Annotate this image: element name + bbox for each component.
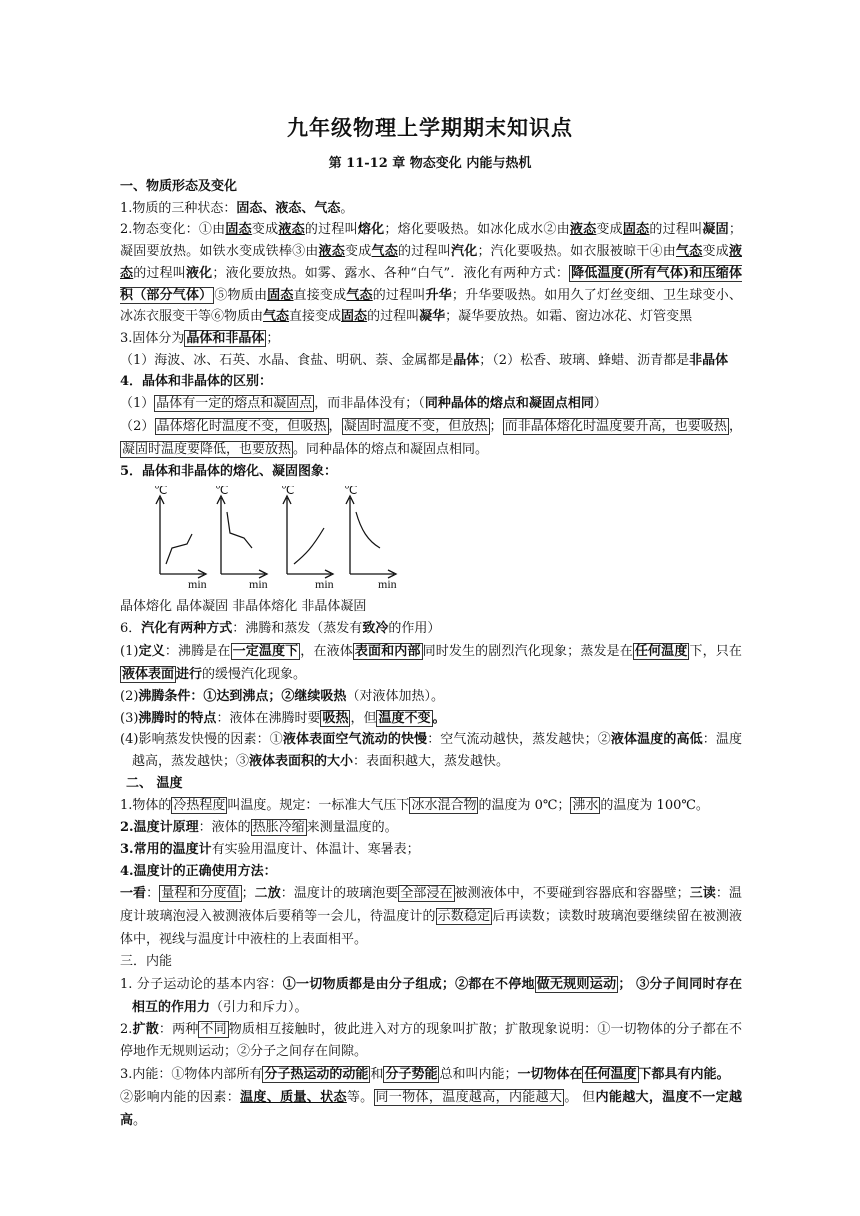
y-axis-unit: ℃ [215,486,229,498]
paragraph: 一看： 量程和分度值 ；二放：温度计的玻璃泡要 全部浸在 被测液体中，不要碰到容器底和容器壁；三读：温度计玻璃泡浸入被测液体后要稍等一会儿，待温度计的 示数稳定 后再读数；读数时玻璃泡要继续留在被测液体中，视线与温度计中液柱的上表面相平。 [120,886,742,948]
x-axis-unit: min [249,577,268,592]
amorphous-melting-curve [294,528,324,564]
paragraph: 5．晶体和非晶体的熔化、凝固图象： [120,463,338,479]
page-title: 九年级物理上学期期末知识点 [287,115,573,140]
paragraph: 3.固体分为 晶体和非晶体 ； [120,330,280,346]
graphs-figure [154,486,454,596]
paragraph: （1）海波、冰、石英、水晶、食盐、明矾、萘、金属都是晶体；（2）松香、玻璃、蜂蜡、沥青都是非晶体 [120,352,729,368]
paragraph: 2.温度计原理：液体的 热胀冷缩 来测量温度的。 [120,820,398,836]
paragraph: 3.常用的温度计有实验用温度计、体温计、寒暑表； [120,842,420,858]
paragraph: ②影响内能的因素：温度、质量、状态等。 同一物体，温度越高，内能越大 。 但内能越大，温度不一定越高。 [120,1089,742,1128]
paragraph: (4)影响蒸发快慢的因素：①液体表面空气流动的快慢：空气流动越快，蒸发越快；②液体温度的高低：温度越高，蒸发越快；③液体表面积的大小：表面积越大，蒸发越快。 [120,732,742,769]
paragraph: 1. 分子运动论的基本内容：①一切物质都是由分子组成；②都在不停地 做无规则运动 ； ③分子间同时存在相互的作用力（引力和斥力）。 [120,977,742,1016]
paragraph: 1.物体的 冷热程度 叫温度。规定：一标准大气压下 冰水混合物 的温度为 0℃； 沸水 的温度为 100℃。 [120,798,709,814]
paragraph: 2.扩散：两种 不同 物质相互接触时，彼此进入对方的现象叫扩散；扩散现象说明：①一切物体的分子都在不停地作无规则运动；②分子之间存在间隙。 [120,1022,742,1059]
x-axis-unit: min [378,577,397,592]
paragraph: 3.内能：①物体内部所有 分子热运动的动能 和 分子势能 总和叫内能；一切物体在 任何温度 下都具有内能。 [120,1066,730,1082]
x-axis-unit: min [188,577,207,592]
page-subtitle: 第 11-12 章 物态变化 内能与热机 [328,156,532,171]
crystal-melting-curve [166,534,192,564]
paragraph: 4.温度计的正确使用方法： [120,863,277,879]
paragraph: (3)沸腾时的特点：液体在沸腾时要 吸热 ，但 温度不变 。 [120,710,446,726]
graphs-caption: 晶体熔化 晶体凝固 非晶体熔化 非晶体凝固 [120,599,367,615]
paragraph: （2） 晶体熔化时温度不变，但吸热 ， 凝固时温度不变，但放热 ； 而非晶体熔化时温度要升高，也要吸热 ，凝固时温度要降低，也要放热 。同种晶体的熔点和凝固点相同。 [120,418,742,457]
paragraph: 6．汽化有两种方式：沸腾和蒸发（蒸发有致冷的作用） [120,621,441,637]
x-axis-unit: min [315,577,334,592]
paragraph: （1） 晶体有一定的熔点和凝固点 ，而非晶体没有；（同种晶体的熔点和凝固点相同） [120,396,607,412]
y-axis-unit: ℃ [281,486,295,498]
y-axis-unit: ℃ [154,486,168,498]
melting-solidification-graphs [120,486,742,596]
section-heading: 二、 温度 [126,775,183,791]
paragraph: 2.物态变化：①由固态变成液态的过程叫熔化；熔化要吸热。如冰化成水②由液态变成固态的过程叫凝固；凝固要放热。如铁水变成铁棒③由液态变成气态的过程叫汽化；汽化要吸热。如衣服被晾干④由气态变成液态的过程叫液化；液化要放热。如雾、露水、各种“白气”．液化有两种方式： 降低温度(所有气体)和压缩体积（部分气体） ⑤物质由固态直接变成气态的过程叫升华；升华要吸热。如用久了灯丝变细、卫生球变小、冰冻衣服变干等⑥物质由气态直接变成固态的过程叫凝华；凝华要放热。如霜、窗边冰花、灯管变黑 [120,222,742,325]
section-heading: 三．内能 [120,954,173,970]
paragraph: 1.物质的三种状态：固态、液态、气态。 [120,200,354,216]
y-axis-unit: ℃ [344,486,358,498]
paragraph: 4．晶体和非晶体的区别： [120,374,273,390]
amorphous-solidification-curve [356,512,380,548]
paragraph: (1)定义：沸腾是在 一定温度下 ，在液体 表面和内部 同时发生的剧烈汽化现象；蒸发是在 任何温度 下，只在液体表面 进行的缓慢汽化现象。 [120,643,742,682]
document-body [120,176,742,1132]
paragraph: (2)沸腾条件：①达到沸点；②继续吸热（对液体加热）。 [120,688,444,704]
crystal-solidification-curve [227,512,252,548]
section-heading: 一、物质形态及变化 [120,179,238,194]
